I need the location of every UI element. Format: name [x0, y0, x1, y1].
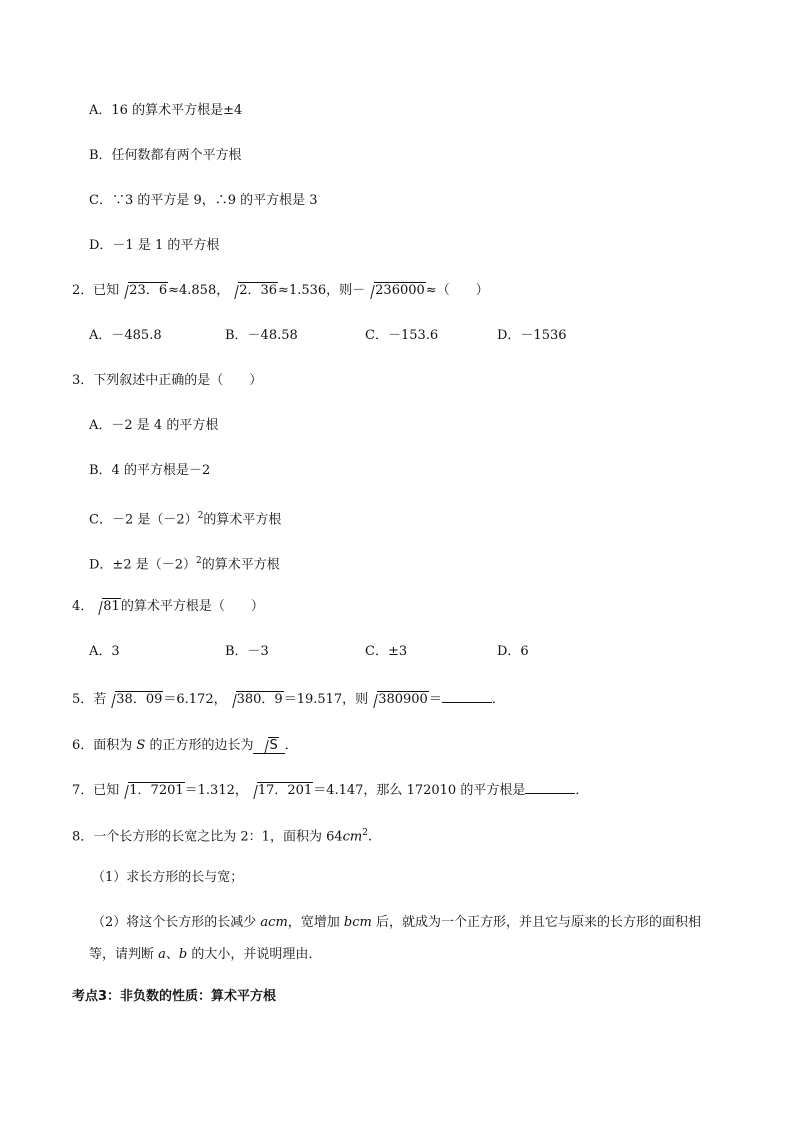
q4-option-c: C．±3 [365, 644, 408, 659]
q5-radicand-1: 38．09 [116, 692, 163, 707]
q6-stem [72, 734, 298, 755]
q2-stem [72, 282, 489, 300]
q8-p2-bcm: bcm [343, 915, 372, 930]
q2-option-c: C．－153.6 [365, 328, 439, 343]
q8-stem [72, 824, 372, 846]
sqrt-1-7201 [119, 782, 184, 800]
q4-stem [72, 598, 264, 616]
q3-option-a: A．－2 是 4 的平方根 [89, 418, 219, 433]
q7-radicand-2: 17．201 [257, 783, 313, 798]
q6-variable-s: S [136, 738, 146, 753]
q8-exponent: 2 [362, 828, 368, 838]
q4-option-d: D．6 [497, 644, 529, 659]
q2-prefix: 2．已知 [72, 283, 120, 298]
q8-p2-e: 、 [165, 947, 179, 962]
q3-d-text: D．±2 是（－2） [89, 557, 196, 573]
q3-c-suffix: 的算术平方根 [203, 512, 282, 528]
q4-prefix: 4． [72, 599, 94, 614]
q8-p2-d: 等，请判断 [89, 947, 159, 962]
q8-var-b: b [178, 947, 188, 962]
sqrt-380900 [368, 691, 429, 709]
q8-p2-f: 的大小，并说明理由． [187, 947, 322, 962]
q3-d-exponent: 2 [196, 556, 202, 566]
q6-answer [253, 738, 284, 754]
q7-value-1: ＝1.312， [184, 783, 248, 798]
q7-prefix: 7．已知 [72, 783, 120, 798]
q2-option-b: B．－48.58 [225, 328, 298, 343]
q3-stem: 3．下列叙述中正确的是（ ） [72, 373, 263, 388]
q5-stem [72, 688, 505, 709]
q8-p2-c: 后，就成为一个正方形，并且它与原来的长方形的面积相 [371, 915, 701, 930]
section-heading: 考点3：非负数的性质：算术平方根 [72, 989, 277, 1004]
q3-option-d [89, 552, 280, 574]
sqrt-81 [93, 598, 121, 616]
q8-part-2-line-2 [89, 946, 321, 964]
q4-radicand: 81 [103, 599, 120, 614]
q3-c-exponent: 2 [197, 511, 204, 521]
q7-answer-blank[interactable] [525, 779, 575, 794]
q2-radicand-1: 23．6 [129, 283, 168, 298]
sqrt-23-6 [119, 282, 168, 300]
q5-answer-blank[interactable] [442, 688, 492, 703]
q4-suffix: 的算术平方根是（ ） [120, 599, 264, 614]
q6-middle: 的正方形的边长为 [145, 738, 254, 753]
q3-option-c [89, 507, 281, 529]
q6-radicand: S [269, 738, 278, 753]
sqrt-2-36 [229, 282, 278, 300]
q6-prefix: 6．面积为 [72, 738, 137, 753]
q5-value-1: ＝6.172， [163, 692, 227, 707]
q7-period: ． [575, 783, 589, 798]
q7-value-2: ＝4.147，那么 172010 的平方根是 [313, 783, 526, 798]
sqrt-380-9 [227, 691, 284, 709]
q2-option-a: A．－485.8 [89, 328, 162, 343]
q4-option-b: B．－3 [225, 644, 269, 659]
q5-radicand-2: 380．9 [236, 692, 283, 707]
q3-c-text: C．－2 是（－2） [89, 512, 198, 528]
q3-d-suffix: 的算术平方根 [201, 557, 280, 573]
q5-prefix: 5．若 [72, 692, 107, 707]
q3-option-b: B．4 的平方根是－2 [89, 463, 211, 478]
q2-value-2: ≈1.536，则－ [278, 283, 366, 298]
q8-period: . [367, 829, 373, 845]
q5-radicand-3: 380900 [378, 692, 428, 707]
sqrt-236000 [365, 282, 426, 300]
q8-part-1: （1）求长方形的长与宽； [92, 870, 244, 885]
q8-unit: cm [342, 829, 363, 845]
q2-radicand-2: 2．36 [239, 283, 278, 298]
q8-var-a: a [158, 947, 166, 962]
sqrt-17-201 [248, 782, 313, 800]
q2-value-1: ≈4.858， [168, 283, 230, 298]
sqrt-s [259, 737, 278, 755]
q8-p2-b: ，宽增加 [287, 915, 344, 930]
q5-equals: ＝ [428, 692, 442, 707]
q8-prefix: 8．一个长方形的长宽之比为 2：1，面积为 64 [72, 829, 343, 845]
q4-option-a: A．3 [89, 644, 120, 659]
q1-option-b: B．任何数都有两个平方根 [89, 148, 242, 163]
q1-option-d: D．－1 是 1 的平方根 [89, 238, 220, 253]
q1-option-c: C．∵3 的平方是 9，∴9 的平方根是 3 [89, 193, 318, 208]
q1-option-a: A．16 的算术平方根是±4 [89, 103, 243, 118]
q8-part-2-line-1 [92, 914, 701, 932]
q8-p2-acm: acm [260, 915, 288, 930]
q5-period: ． [491, 692, 505, 707]
q7-stem [72, 779, 588, 800]
q2-radicand-3: 236000 [375, 283, 425, 298]
q8-p2-a: （2）将这个长方形的长减少 [92, 915, 261, 930]
sqrt-38-09 [106, 691, 163, 709]
q2-option-d: D．－1536 [497, 328, 567, 343]
q2-tail: ≈（ ） [425, 283, 489, 298]
q6-period: ． [284, 738, 298, 753]
q5-value-2: ＝19.517，则 [283, 692, 369, 707]
q7-radicand-1: 1．7201 [129, 783, 184, 798]
